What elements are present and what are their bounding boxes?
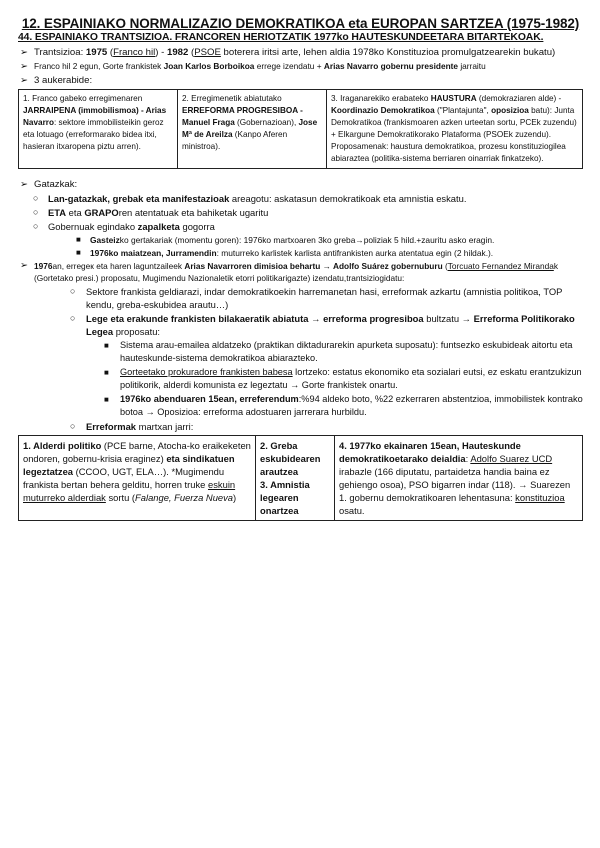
reform-law-point: ■ Sistema arau-emailea aldatzeko (praktikan diktadurarekin apurketa suposatu): funtsezko eskubideak aitortu eta hauteskunde-sistema demokratikoa abiarazteko. — [104, 340, 573, 363]
arrow-bullet-icon: ➢ — [20, 179, 29, 190]
square-bullet-icon: ■ — [76, 248, 81, 257]
page-title: 12. ESPAINIAKO NORMALIZAZIO DEMOKRATIKOA eta EUROPAN SARTZEA (1975-1982) — [21, 16, 580, 31]
reforms-table — [18, 435, 583, 521]
options-table — [18, 89, 583, 169]
reform-law-point: ■ Gorteetako prokuradore frankisten babesa lortzeko: estatus ekonomiko eta sozialari eutsi, ez eskatu erantzukizun politikorik, alderdi komunista ez legeztatu → Gorte frankistek onartu. — [104, 367, 582, 390]
suarez-action: ○ Sektore frankista geldiarazi, indar demokratikoekin harremanetan hasi, erreformak azkartu (amnistia politikoa, TOP kendu, greba-eskubidea arautu…) — [70, 286, 563, 310]
conflict-item: ○ Lan-gatazkak, grebak eta manifestazioak areagotu: askatasun demokratikoak eta amnistia eskatu. — [33, 193, 467, 204]
section-subtitle: 44. ESPAINIAKO TRANTSIZIOA. FRANCOREN HERIOTZATIK 1977ko HAUTESKUNDEETARA BITARTEKOAK. — [18, 32, 544, 43]
repression-subitem: ■ 1976ko maiatzean, Jurramendin: muturreko karlistek karlista antifrankisten aurka atentatua egin (2 hildak.). — [76, 248, 494, 258]
document-page — [18, 6, 583, 521]
suarez-paragraph: ➢ 1976an, erregeк eta haren laguntzaileek Arias Navarroren dimisioa behartu → Adolfo Suárez gobernuburu (Torcuato Fernandez Mirandak (Gortetako presi.) proposatu, Mugimendu Nazionaletik etorri politikarigazte) izendatu,trantsiziogidatu: — [20, 260, 558, 283]
arrow-bullet-icon: ➢ — [20, 260, 29, 271]
reform-law-point: ■ 1976ko abenduaren 15ean, erreferendum:%94 aldeko boto, %22 ezkerraren abstentzioa, immobilistek kontrako botoa → Oposizioa: erreforma adostuaren jarrerara hurbildu. — [104, 394, 583, 417]
intro-transition: ➢ Trantsizioa: 1975 (Franco hil) - 1982 (PSOE boterera iritsi arte, lehen aldia 1978ko Konstituzioa promulgatzearekin bukatu) — [20, 47, 556, 58]
circle-bullet-icon: ○ — [70, 313, 76, 323]
circle-bullet-icon: ○ — [33, 207, 39, 217]
circle-bullet-icon: ○ — [70, 421, 76, 431]
circle-bullet-icon: ○ — [70, 286, 76, 296]
conflicts-heading: ➢ Gatazkak: — [20, 179, 78, 190]
option-continuity-cell: 1. Franco gabeko erregimenaren JARRAIPENA (immobilismoa) - Arias Navarro: sektore immobilisteikin geroz eta lotuago (erreformarako bidea itxi, hasieran itxaropena piztu arren). — [19, 90, 178, 169]
option-rupture-cell: 3. Iraganarekiko erabateko HAUSTURA (demokraziaren alde) - Koordinazio Demokratikoa ("Plantajunta", oposizioa batu): Junta Demokratikoa (frankismoaren azken urteetan sortu, PCEk zuzendu) + Elkargune Demokratikorako Plataforma (PSOEk zuzendu). Proposamenak: haustura demokratikoa, prozesu konstituziogilea abiaraztea (politika-sistema berriaren oinarriak finkatzeko). — [327, 90, 583, 169]
conflict-item: ○ ETA eta GRAPOren atentatuak eta bahiketak ugaritu — [33, 207, 269, 218]
square-bullet-icon: ■ — [104, 341, 109, 350]
intro-options-heading: ➢ 3 aukerabide: — [20, 75, 93, 86]
suarez-action: ○ Lege eta erakunde frankisten bilakaeratik abiatuta → erreforma progresiboa bultzatu → Erreforma Politikorako Legea proposatu: — [70, 313, 575, 337]
reform-elections-cell: 4. 1977ko ekainaren 15ean, Hauteskunde demokratikoetarako deialdia: Adolfo Suarez UCD irabazle (166 diputatu, partaidetza handia baina ez gehiengo osoa), PSO bigarren indar (118). → Suarezen 1. gobernu demokratikoaren lehentasuna: konstituzioa osatu. — [335, 436, 583, 521]
option-reform-cell: 2. Erregimenetik abiatutako ERREFORMA PROGRESIBOA - Manuel Fraga (Gobernazioan), Jose Mª de Areilza (Kanpo Aferen ministroa). — [178, 90, 327, 169]
intro-franco-death: ➢ Franco hil 2 egun, Gorte frankistek Joan Karlos Borboikoa errege izendatu + Arias Navarro gobernu presidente jarraitu — [20, 61, 486, 72]
circle-bullet-icon: ○ — [33, 221, 39, 231]
square-bullet-icon: ■ — [104, 368, 109, 377]
circle-bullet-icon: ○ — [33, 193, 39, 203]
arrow-bullet-icon: ➢ — [20, 75, 29, 86]
arrow-bullet-icon: ➢ — [20, 47, 29, 58]
suarez-action: ○ Erreformak martxan jarri: — [70, 421, 194, 432]
repression-subitem: ■ Gasteizko gertakariak (momentu goren): 1976ko martxoaren 3ko greba→poliziak 5 hild.+zauritu asko eragin. — [76, 235, 495, 245]
reform-strike-amnesty-cell: 2. Greba eskubidearen arautzea 3. Amnistia legearen onartzea — [256, 436, 335, 521]
arrow-bullet-icon: ➢ — [20, 61, 29, 72]
reform-parties-cell: 1. Alderdi politiko (PCE barne, Atocha-ko eraikeketen ondoren, gobernu-krisia eraginez) eta sindikatuen legeztatzea (CCOO, UGT, ELA…). *Mugimendu frankista bertan behera gelditu, horren truke eskuin muturreko alderdiak sortu (Falange, Fuerza Nueva) — [19, 436, 256, 521]
square-bullet-icon: ■ — [76, 235, 81, 244]
conflict-item: ○ Gobernuak egindako zapalketa gogorra — [33, 221, 215, 232]
square-bullet-icon: ■ — [104, 395, 109, 404]
